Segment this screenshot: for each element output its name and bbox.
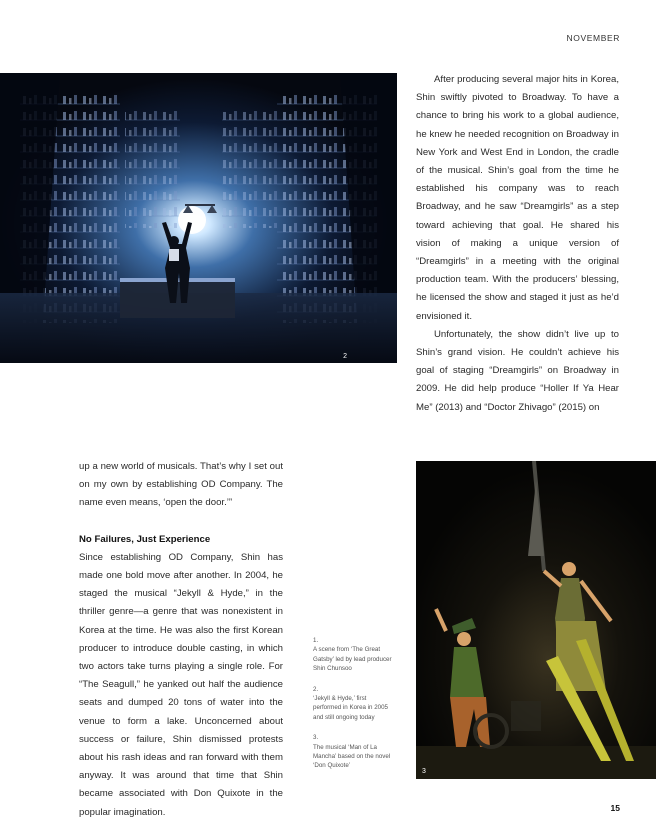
caption-number: 3. xyxy=(313,734,319,742)
stage-photo-man-of-la-mancha xyxy=(416,461,656,779)
running-header-month: NOVEMBER xyxy=(566,33,620,43)
caption xyxy=(313,636,395,674)
page-number: 15 xyxy=(610,803,620,813)
photo-number: 2 xyxy=(343,353,347,360)
stage-photo-jekyll-hyde xyxy=(0,73,397,363)
section-subhead: No Failures, Just Experience xyxy=(79,533,211,545)
caption xyxy=(313,733,395,771)
bottom-column-text xyxy=(79,458,283,822)
paragraph: Unfortunately, the show didn’t live up to Shin’s grand vision. He couldn’t achieve his goal of staging “Dreamgirls” on Broadway in 2009. He did help produce “Holler If Ya Hear Me” (2013) and “Doctor Zhivago” (2015) on xyxy=(416,328,619,413)
paragraph: After producing several major hits in Korea, Shin swiftly pivoted to Broadway. To have a chance to bring his work to a global audience, he knew he needed recognition on Broadway in New York and West End in London, the cradle of the musical. Shin’s goal from the time he established his company was to reach Broadway, and he saw “Dreamgirls” as a step toward achieving that goal. He shared his vision of making a unique version of “Dreamgirls” in a meeting with the original production team. With the producers’ blessing, he licensed the show and staged it just as he’d envisioned it. xyxy=(416,74,619,322)
photo-number: 3 xyxy=(422,768,426,775)
caption-text: The musical ‘Man of La Mancha’ based on the novel ‘Don Quixote’ xyxy=(313,743,391,770)
caption-text: ‘Jekyll & Hyde,’ first performed in Korea in 2005 and still ongoing today xyxy=(313,695,388,721)
paragraph: Since establishing OD Company, Shin has made one bold move after another. In 2004, he staged the musical “Jekyll & Hyde,” in the thriller genre—a genre that was nonexistent in Korea at the time. He was also the first Korean producer to introduce double casting, in which two actors take turns playing a single role. For “The Seagull,” he yanked out half the audience seats and dumped 20 tons of water into the venue to form a lake. Unconcerned about success or failure, Shin dismissed protests about his rash ideas and ran forward with them anyway. It was around that time that Shin became associated with Don Quixote in the popular imagination. xyxy=(79,551,283,818)
stage-photo-man-of-la-mancha-art xyxy=(416,461,656,779)
caption-text: A scene from ‘The Great Gatsby’ led by lead producer Shin Chunsoo xyxy=(313,646,392,673)
caption-number: 2. xyxy=(313,685,319,693)
top-column-text xyxy=(416,71,619,417)
stage-photo-jekyll-hyde-art xyxy=(0,73,397,363)
photo-captions xyxy=(313,636,395,782)
caption-number: 1. xyxy=(313,637,319,644)
caption xyxy=(313,685,395,723)
paragraph: up a new world of musicals. That’s why I set out on my own by establishing OD Company. The name even means, ‘open the door.’” xyxy=(79,461,283,509)
